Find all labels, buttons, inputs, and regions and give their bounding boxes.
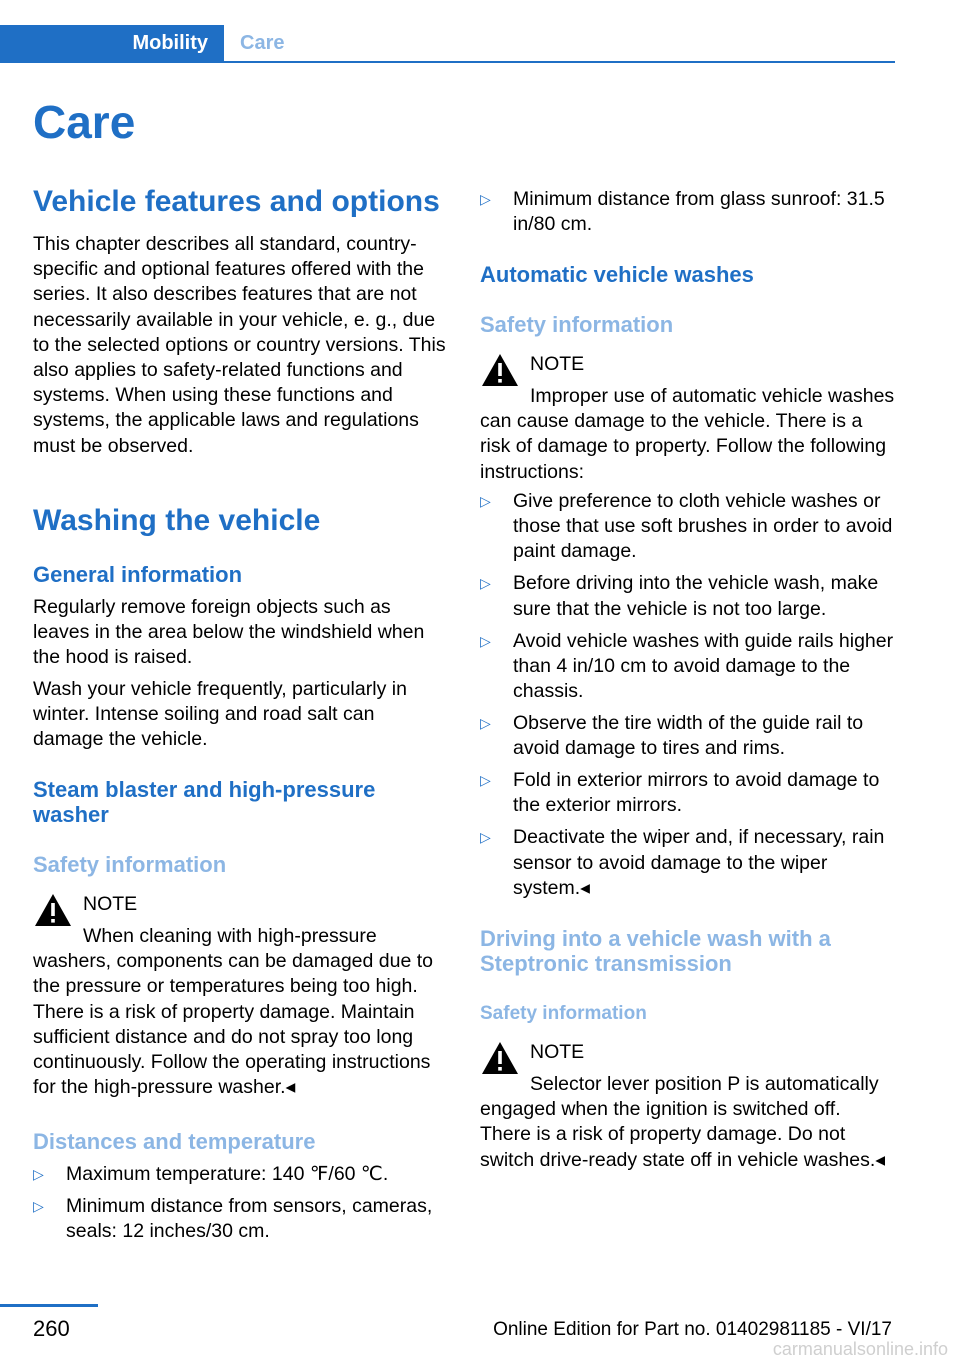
list-item: ▷ Observe the tire width of the guide rail to avoid damage to tires and rims. (480, 712, 864, 760)
heading-steam-blaster: Steam blaster and high-pressure washer (33, 777, 376, 827)
page-title: Care (33, 96, 136, 148)
bullet-triangle-icon: ▷ (480, 493, 491, 509)
heading-vehicle-features: Vehicle features and options (33, 185, 440, 218)
edition-note: Online Edition for Part no. 01402981185 - VI/17 (493, 1319, 892, 1340)
note-text: Selector lever position P is automatically engaged when the ignition is switched off. There is a risk of property damage. Do not switch drive-ready state off in vehicle washes.◂ (480, 1073, 886, 1171)
list-item: ▷ Fold in exterior mirrors to avoid damage to the exterior mirrors. (480, 769, 880, 817)
bullet-triangle-icon: ▷ (480, 632, 491, 649)
heading-safety-information: Safety information (480, 312, 674, 337)
bullet-triangle-icon: ▷ (480, 829, 491, 846)
list-item: ▷ Minimum distance from sensors, cameras, seals: 12 inches/30 cm. (33, 1195, 433, 1243)
heading-washing-vehicle: Washing the vehicle (33, 504, 321, 537)
warning-triangle-icon (480, 1040, 520, 1076)
bullet-triangle-icon: ▷ (480, 772, 491, 789)
note-label: NOTE (83, 893, 138, 915)
list-item: ▷ Maximum temperature: 140 ℉/60 ℃. (33, 1162, 448, 1187)
heading-automatic-washes: Automatic vehicle washes (480, 262, 754, 287)
paragraph-general-1: Regularly remove foreign objects such as leaves in the area below the windshield when the hood is raised. (33, 596, 425, 669)
bullet-triangle-icon: ▷ (33, 1166, 44, 1182)
list-automatic-washes (480, 489, 895, 908)
bullet-triangle-icon: ▷ (33, 1198, 44, 1214)
header-tabbar (0, 25, 895, 63)
bullet-triangle-icon: ▷ (480, 191, 491, 207)
list-item: ▷ Give preference to cloth vehicle washes or those that use soft brushes in order to avoid paint damage. (480, 490, 893, 563)
list-distances (33, 1162, 448, 1251)
note-label: NOTE (530, 353, 585, 375)
list-item: ▷ Before driving into the vehicle wash, make sure that the vehicle is not too large. (480, 572, 879, 620)
list-item: ▷ Minimum distance from glass sunroof: 31.5 in/80 cm. (480, 188, 885, 236)
tab-mobility[interactable]: Mobility (0, 25, 224, 61)
warning-triangle-icon (33, 892, 73, 928)
note-text: When cleaning with high-pressure washers, components can be damaged due to the pressure or temperatures being too high. There is a risk of property damage. Maintain sufficient distance and do not spray too long continuously. Follow the operating instructions for the high-pressure washer.◂ (33, 925, 434, 1099)
footer-rule (0, 1304, 98, 1307)
warning-triangle-icon (480, 352, 520, 388)
paragraph-general-2: Wash your vehicle frequently, particularly in winter. Intense soiling and road salt can damage the vehicle. (33, 678, 407, 751)
bullet-triangle-icon: ▷ (480, 715, 491, 732)
paragraph-vehicle-features: This chapter describes all standard, country-specific and optional features offered with the series. It also describes features that are not necessarily available in your vehicle, e. g., due to the selected options or country versions. This also applies to safety-related functions and systems. When using these functions and systems, the applicable laws and regulations must be observed. (33, 233, 446, 457)
heading-steptronic-wash: Driving into a vehicle wash with a Steptronic transmission (480, 926, 831, 976)
heading-distances-temperature: Distances and temperature (33, 1129, 316, 1154)
list-item: ▷ Avoid vehicle washes with guide rails higher than 4 in/10 cm to avoid damage to the chassis. (480, 629, 894, 703)
note-label: NOTE (530, 1041, 585, 1063)
note-text: Improper use of automatic vehicle washes can cause damage to the vehicle. There is a risk of damage to property. Follow the following instructions: (480, 385, 895, 483)
heading-safety-information: Safety information (33, 852, 227, 877)
page-number: 260 (33, 1316, 70, 1341)
list-sunroof (480, 187, 895, 244)
watermark: carmanualsonline.info (772, 1339, 948, 1359)
tab-care[interactable]: Care (240, 31, 285, 54)
heading-general-information: General information (33, 562, 243, 587)
list-item: ▷ Deactivate the wiper and, if necessary, rain sensor to avoid damage to the wiper system.◂ (480, 826, 885, 899)
heading-safety-information-2: Safety information (480, 1003, 647, 1024)
bullet-triangle-icon: ▷ (480, 575, 491, 592)
